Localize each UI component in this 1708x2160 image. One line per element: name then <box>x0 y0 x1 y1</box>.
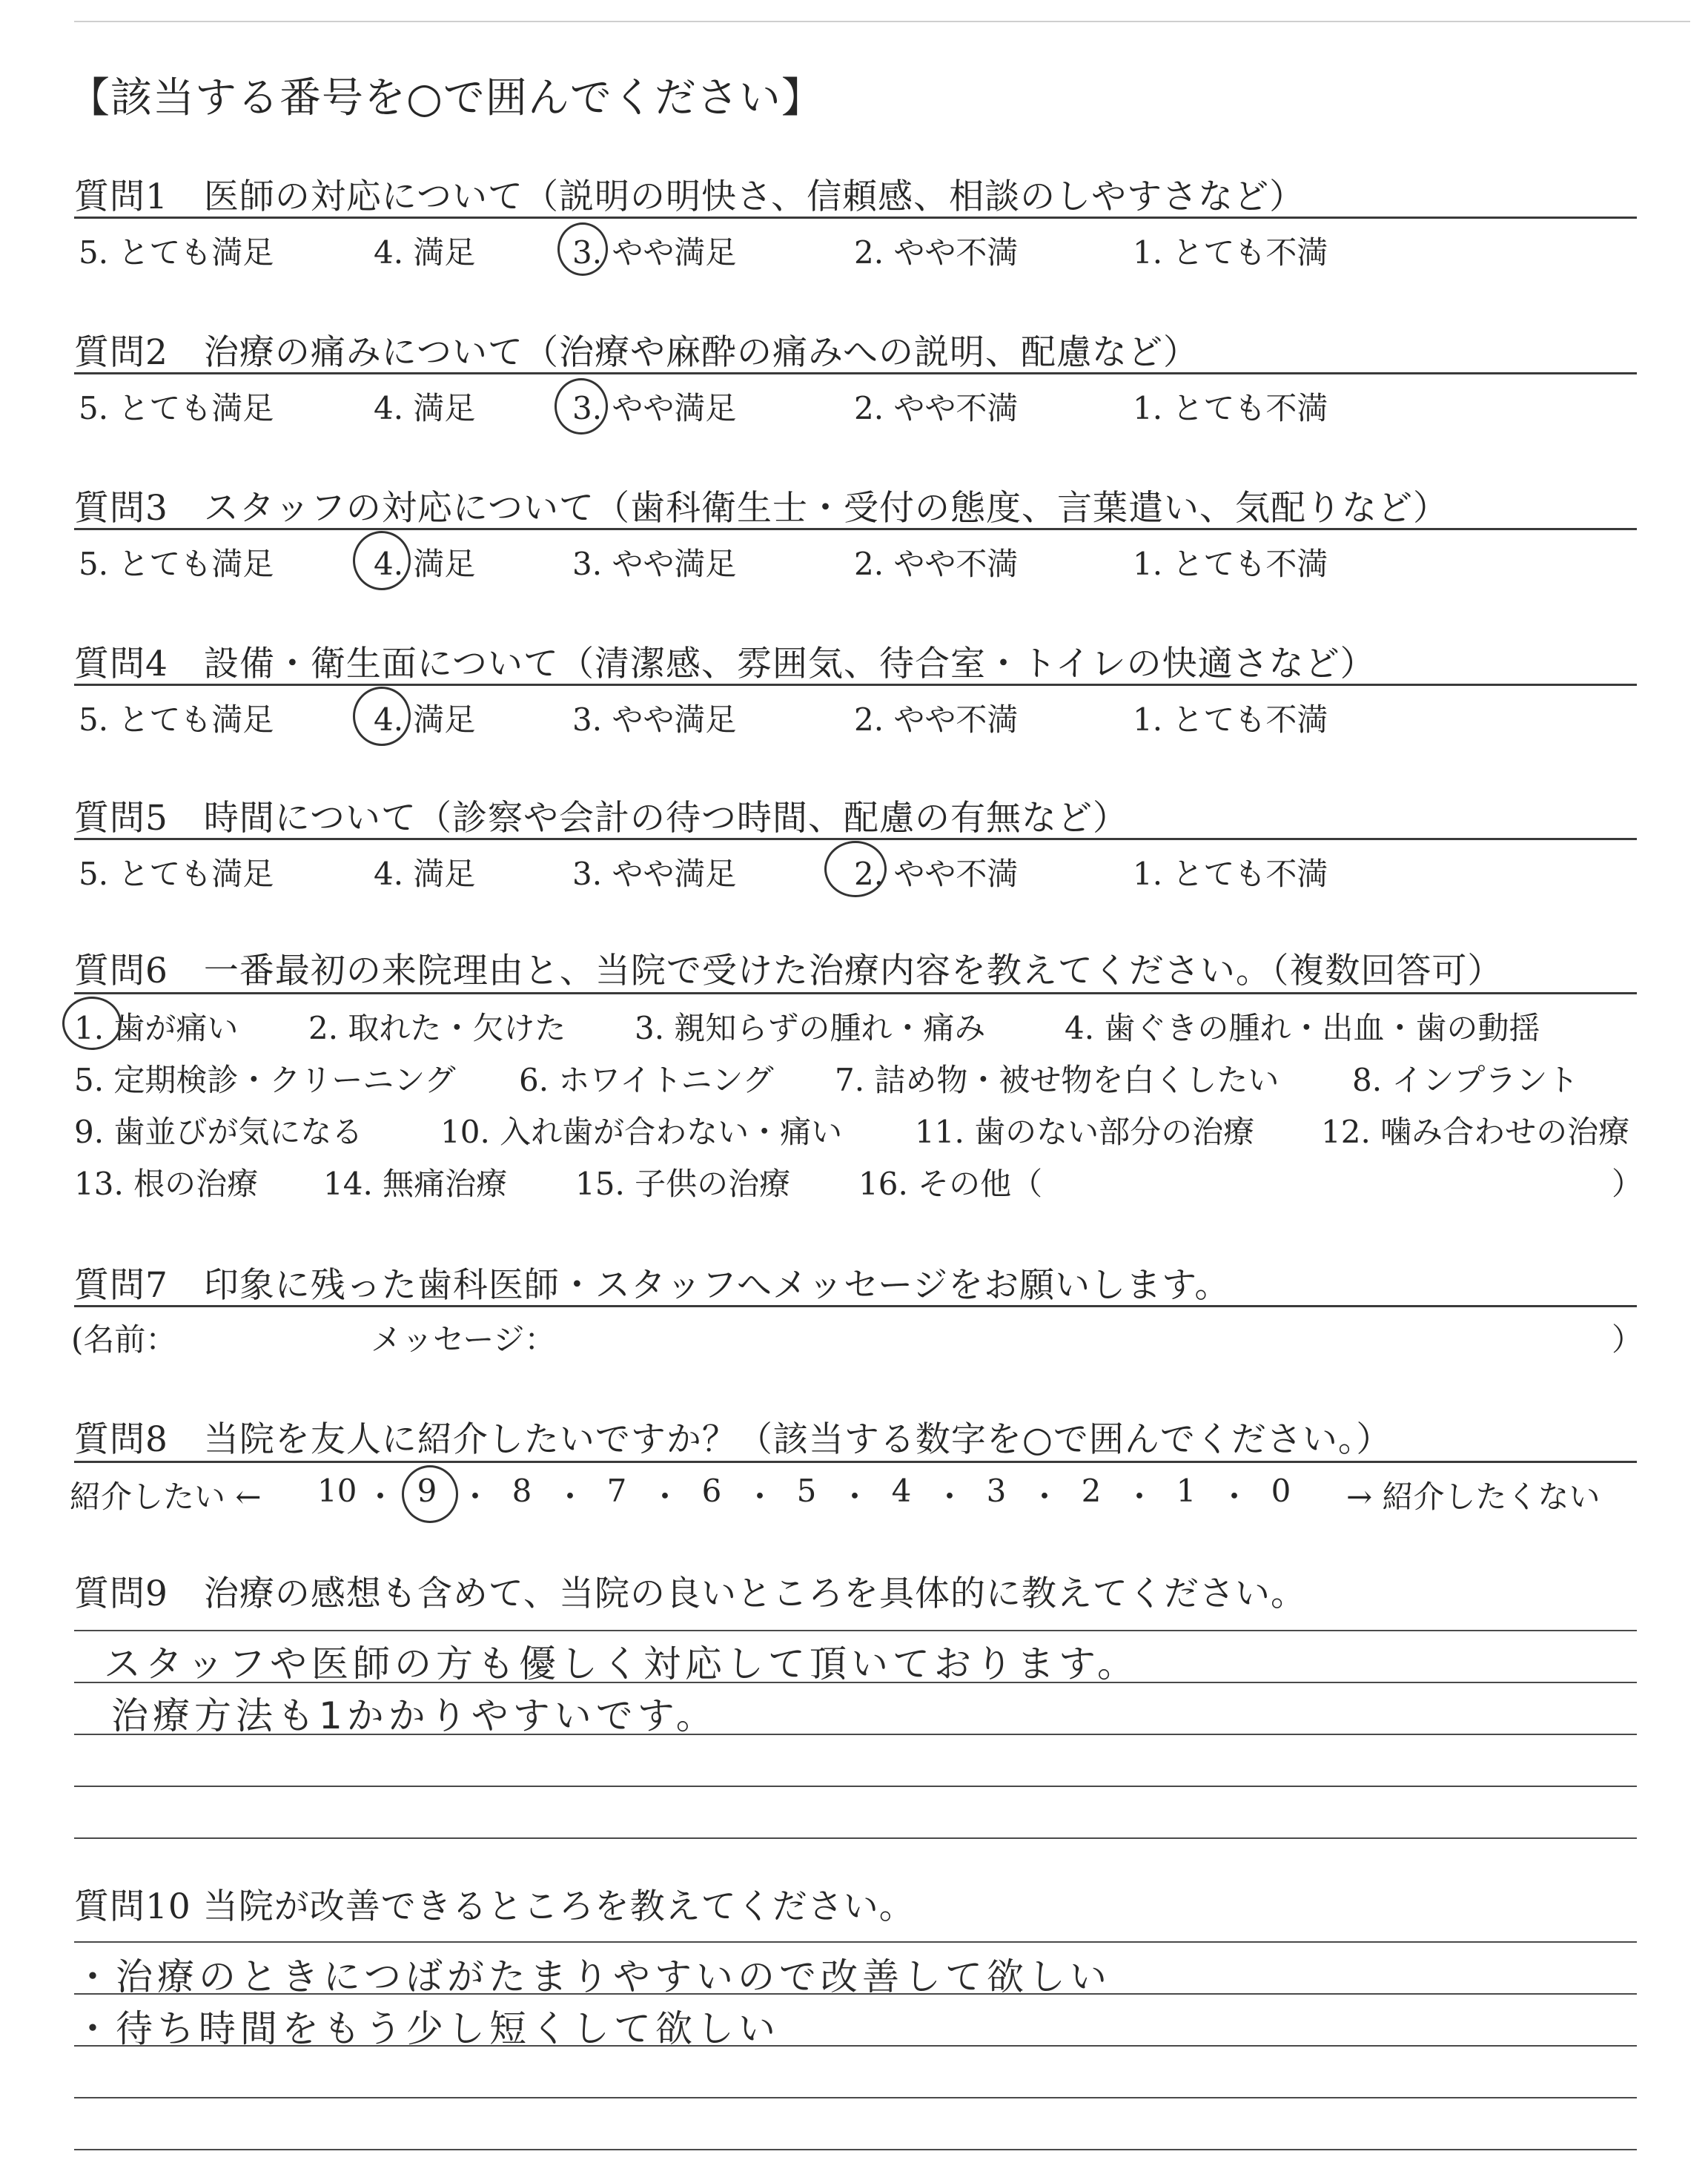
q5-option-4[interactable]: 4. 満足 <box>374 856 476 892</box>
q5-answer-circle <box>824 841 887 897</box>
q6-other-close-paren: ） <box>1612 1166 1644 1202</box>
q2-option-5[interactable]: 5. とても満足 <box>79 390 274 426</box>
q3-option-4[interactable]: 4. 満足 <box>374 546 476 582</box>
q10-title: 質問10 当院が改善できるところを教えてください。 <box>74 1886 915 1927</box>
q6-option-3[interactable]: 3. 親知らずの腫れ・痛み <box>635 1010 986 1046</box>
q4-option-4[interactable]: 4. 満足 <box>374 701 476 738</box>
q1-answer-circle <box>557 222 608 276</box>
q1-option-2[interactable]: 2. やや不満 <box>854 234 1019 271</box>
q8-left-label: 紹介したい ← <box>70 1479 262 1515</box>
q8-scale-separator-dot: ・ <box>934 1479 966 1515</box>
q8-scale-value-7[interactable]: 7 <box>606 1473 627 1509</box>
q8-scale-separator-dot: ・ <box>1029 1479 1061 1515</box>
q8-scale-value-6[interactable]: 6 <box>701 1473 722 1509</box>
q6-option-12[interactable]: 12. 噛み合わせの治療 <box>1321 1114 1630 1150</box>
q8-scale-value-5[interactable]: 5 <box>796 1473 817 1509</box>
q6-option-11[interactable]: 11. 歯のない部分の治療 <box>915 1114 1255 1150</box>
q4-answer-circle <box>353 687 411 746</box>
q6-option-5[interactable]: 5. 定期検診・クリーニング <box>74 1062 456 1098</box>
q3-option-1[interactable]: 1. とても不満 <box>1133 546 1328 582</box>
q2-option-2[interactable]: 2. やや不満 <box>854 390 1019 426</box>
q8-scale-separator-dot: ・ <box>649 1479 681 1515</box>
q8-scale-separator-dot: ・ <box>839 1479 871 1515</box>
q8-scale-value-8[interactable]: 8 <box>512 1473 532 1509</box>
q2-answer-circle <box>555 378 608 435</box>
page-heading: 【該当する番号を○で囲んでください】 <box>68 74 824 122</box>
q4-option-3[interactable]: 3. やや満足 <box>572 701 737 738</box>
q10-line-4 <box>74 2097 1637 2098</box>
q6-option-2[interactable]: 2. 取れた・欠けた <box>308 1010 566 1046</box>
q3-answer-circle <box>353 531 411 590</box>
q5-option-5[interactable]: 5. とても満足 <box>79 856 274 892</box>
q5-option-1[interactable]: 1. とても不満 <box>1133 856 1328 892</box>
q1-option-4[interactable]: 4. 満足 <box>374 234 476 271</box>
q6-rule <box>74 992 1637 994</box>
q8-scale-separator-dot: ・ <box>555 1479 586 1515</box>
q1-option-1[interactable]: 1. とても不満 <box>1133 234 1328 271</box>
q8-scale-value-1[interactable]: 1 <box>1176 1473 1196 1509</box>
q1-option-3[interactable]: 3. やや満足 <box>572 234 737 271</box>
q6-option-7[interactable]: 7. 詰め物・被せ物を白くしたい <box>835 1062 1280 1098</box>
q6-option-13[interactable]: 13. 根の治療 <box>74 1166 259 1202</box>
q6-title: 質問6 一番最初の来院理由と、当院で受けた治療内容を教えてください。（複数回答可） <box>74 951 1503 991</box>
q4-option-1[interactable]: 1. とても不満 <box>1133 701 1328 738</box>
q3-option-5[interactable]: 5. とても満足 <box>79 546 274 582</box>
q6-option-6[interactable]: 6. ホワイトニング <box>519 1062 774 1098</box>
q6-option-8[interactable]: 8. インプラント <box>1352 1062 1579 1098</box>
q9-answer-line-2: 治療方法も1かかりやすいです。 <box>111 1694 718 1737</box>
q1-rule <box>74 217 1637 219</box>
q8-right-label: → 紹介したくない <box>1346 1479 1601 1515</box>
q9-line-5 <box>74 1837 1637 1839</box>
q3-option-3[interactable]: 3. やや満足 <box>572 546 737 582</box>
q8-scale-separator-dot: ・ <box>1219 1479 1251 1515</box>
q5-rule <box>74 838 1637 840</box>
q6-option-14[interactable]: 14. 無痛治療 <box>323 1166 508 1202</box>
q8-scale-separator-dot: ・ <box>744 1479 776 1515</box>
q10-line-1 <box>74 1941 1637 1943</box>
q5-title: 質問5 時間について（診察や会計の待つ時間、配慮の有無など） <box>74 798 1128 839</box>
q8-answer-circle <box>402 1465 458 1523</box>
q8-scale-value-10[interactable]: 10 <box>317 1473 357 1509</box>
q8-scale-separator-dot: ・ <box>365 1479 397 1515</box>
q7-close-paren: ） <box>1612 1321 1644 1358</box>
q2-option-1[interactable]: 1. とても不満 <box>1133 390 1328 426</box>
q9-line-1 <box>74 1630 1637 1631</box>
q6-option-10[interactable]: 10. 入れ歯が合わない・痛い <box>440 1114 843 1150</box>
q8-scale-value-0[interactable]: 0 <box>1271 1473 1291 1509</box>
q6-option-16[interactable]: 16. その他（ <box>858 1166 1043 1202</box>
q8-rule <box>74 1461 1637 1463</box>
q7-name-label: (名前： <box>71 1321 177 1358</box>
q1-option-5[interactable]: 5. とても満足 <box>79 234 274 271</box>
q7-message-label: メッセージ： <box>371 1321 556 1358</box>
q6-option-4[interactable]: 4. 歯ぐきの腫れ・出血・歯の動揺 <box>1065 1010 1540 1046</box>
q4-option-2[interactable]: 2. やや不満 <box>854 701 1019 738</box>
q5-option-3[interactable]: 3. やや満足 <box>572 856 737 892</box>
q2-title: 質問2 治療の痛みについて（治療や麻酔の痛みへの説明、配慮など） <box>74 332 1199 373</box>
q8-scale-value-2[interactable]: 2 <box>1081 1473 1102 1509</box>
q8-scale-separator-dot: ・ <box>1124 1479 1156 1515</box>
q8-scale-value-3[interactable]: 3 <box>986 1473 1007 1509</box>
q3-option-2[interactable]: 2. やや不満 <box>854 546 1019 582</box>
q8-scale-value-9[interactable]: 9 <box>417 1473 437 1509</box>
q10-line-5 <box>74 2149 1637 2150</box>
q6-option-1[interactable]: 1. 歯が痛い <box>74 1010 239 1046</box>
q7-title: 質問7 印象に残った歯科医師・スタッフへメッセージをお願いします。 <box>74 1265 1231 1306</box>
q4-title: 質問4 設備・衛生面について（清潔感、雰囲気、待合室・トイレの快適さなど） <box>74 644 1376 684</box>
q4-rule <box>74 684 1637 686</box>
q4-option-5[interactable]: 5. とても満足 <box>79 701 274 738</box>
q6-option-15[interactable]: 15. 子供の治療 <box>575 1166 791 1202</box>
q9-title: 質問9 治療の感想も含めて、当院の良いところを具体的に教えてください。 <box>74 1573 1306 1614</box>
q2-option-4[interactable]: 4. 満足 <box>374 390 476 426</box>
q2-rule <box>74 372 1637 374</box>
q10-answer-line-1: ・治療のときにつばがたまりやすいので改善して欲しい <box>74 1955 1111 1998</box>
q6-answer-circle <box>62 997 122 1050</box>
q1-title: 質問1 医師の対応について（説明の明快さ、信頼感、相談のしやすさなど） <box>74 176 1305 217</box>
q8-title: 質問8 当院を友人に紹介したいですか？（該当する数字を○で囲んでください。） <box>74 1419 1392 1460</box>
q10-answer-line-2: ・待ち時間をもう少し短くして欲しい <box>74 2007 780 2050</box>
q8-scale-separator-dot: ・ <box>460 1479 491 1515</box>
q6-option-9[interactable]: 9. 歯並びが気になる <box>74 1114 363 1150</box>
q9-answer-line-1: スタッフや医師の方も優しく対応して頂いております。 <box>104 1642 1139 1685</box>
q2-option-3[interactable]: 3. やや満足 <box>572 390 737 426</box>
q3-rule <box>74 528 1637 530</box>
top-edge-line <box>74 21 1690 22</box>
q8-scale-value-4[interactable]: 4 <box>891 1473 912 1509</box>
q5-option-2[interactable]: 2. やや不満 <box>854 856 1019 892</box>
q3-title: 質問3 スタッフの対応について（歯科衛生士・受付の態度、言葉遣い、気配りなど） <box>74 488 1449 529</box>
q7-rule <box>74 1305 1637 1307</box>
q9-line-4 <box>74 1786 1637 1787</box>
